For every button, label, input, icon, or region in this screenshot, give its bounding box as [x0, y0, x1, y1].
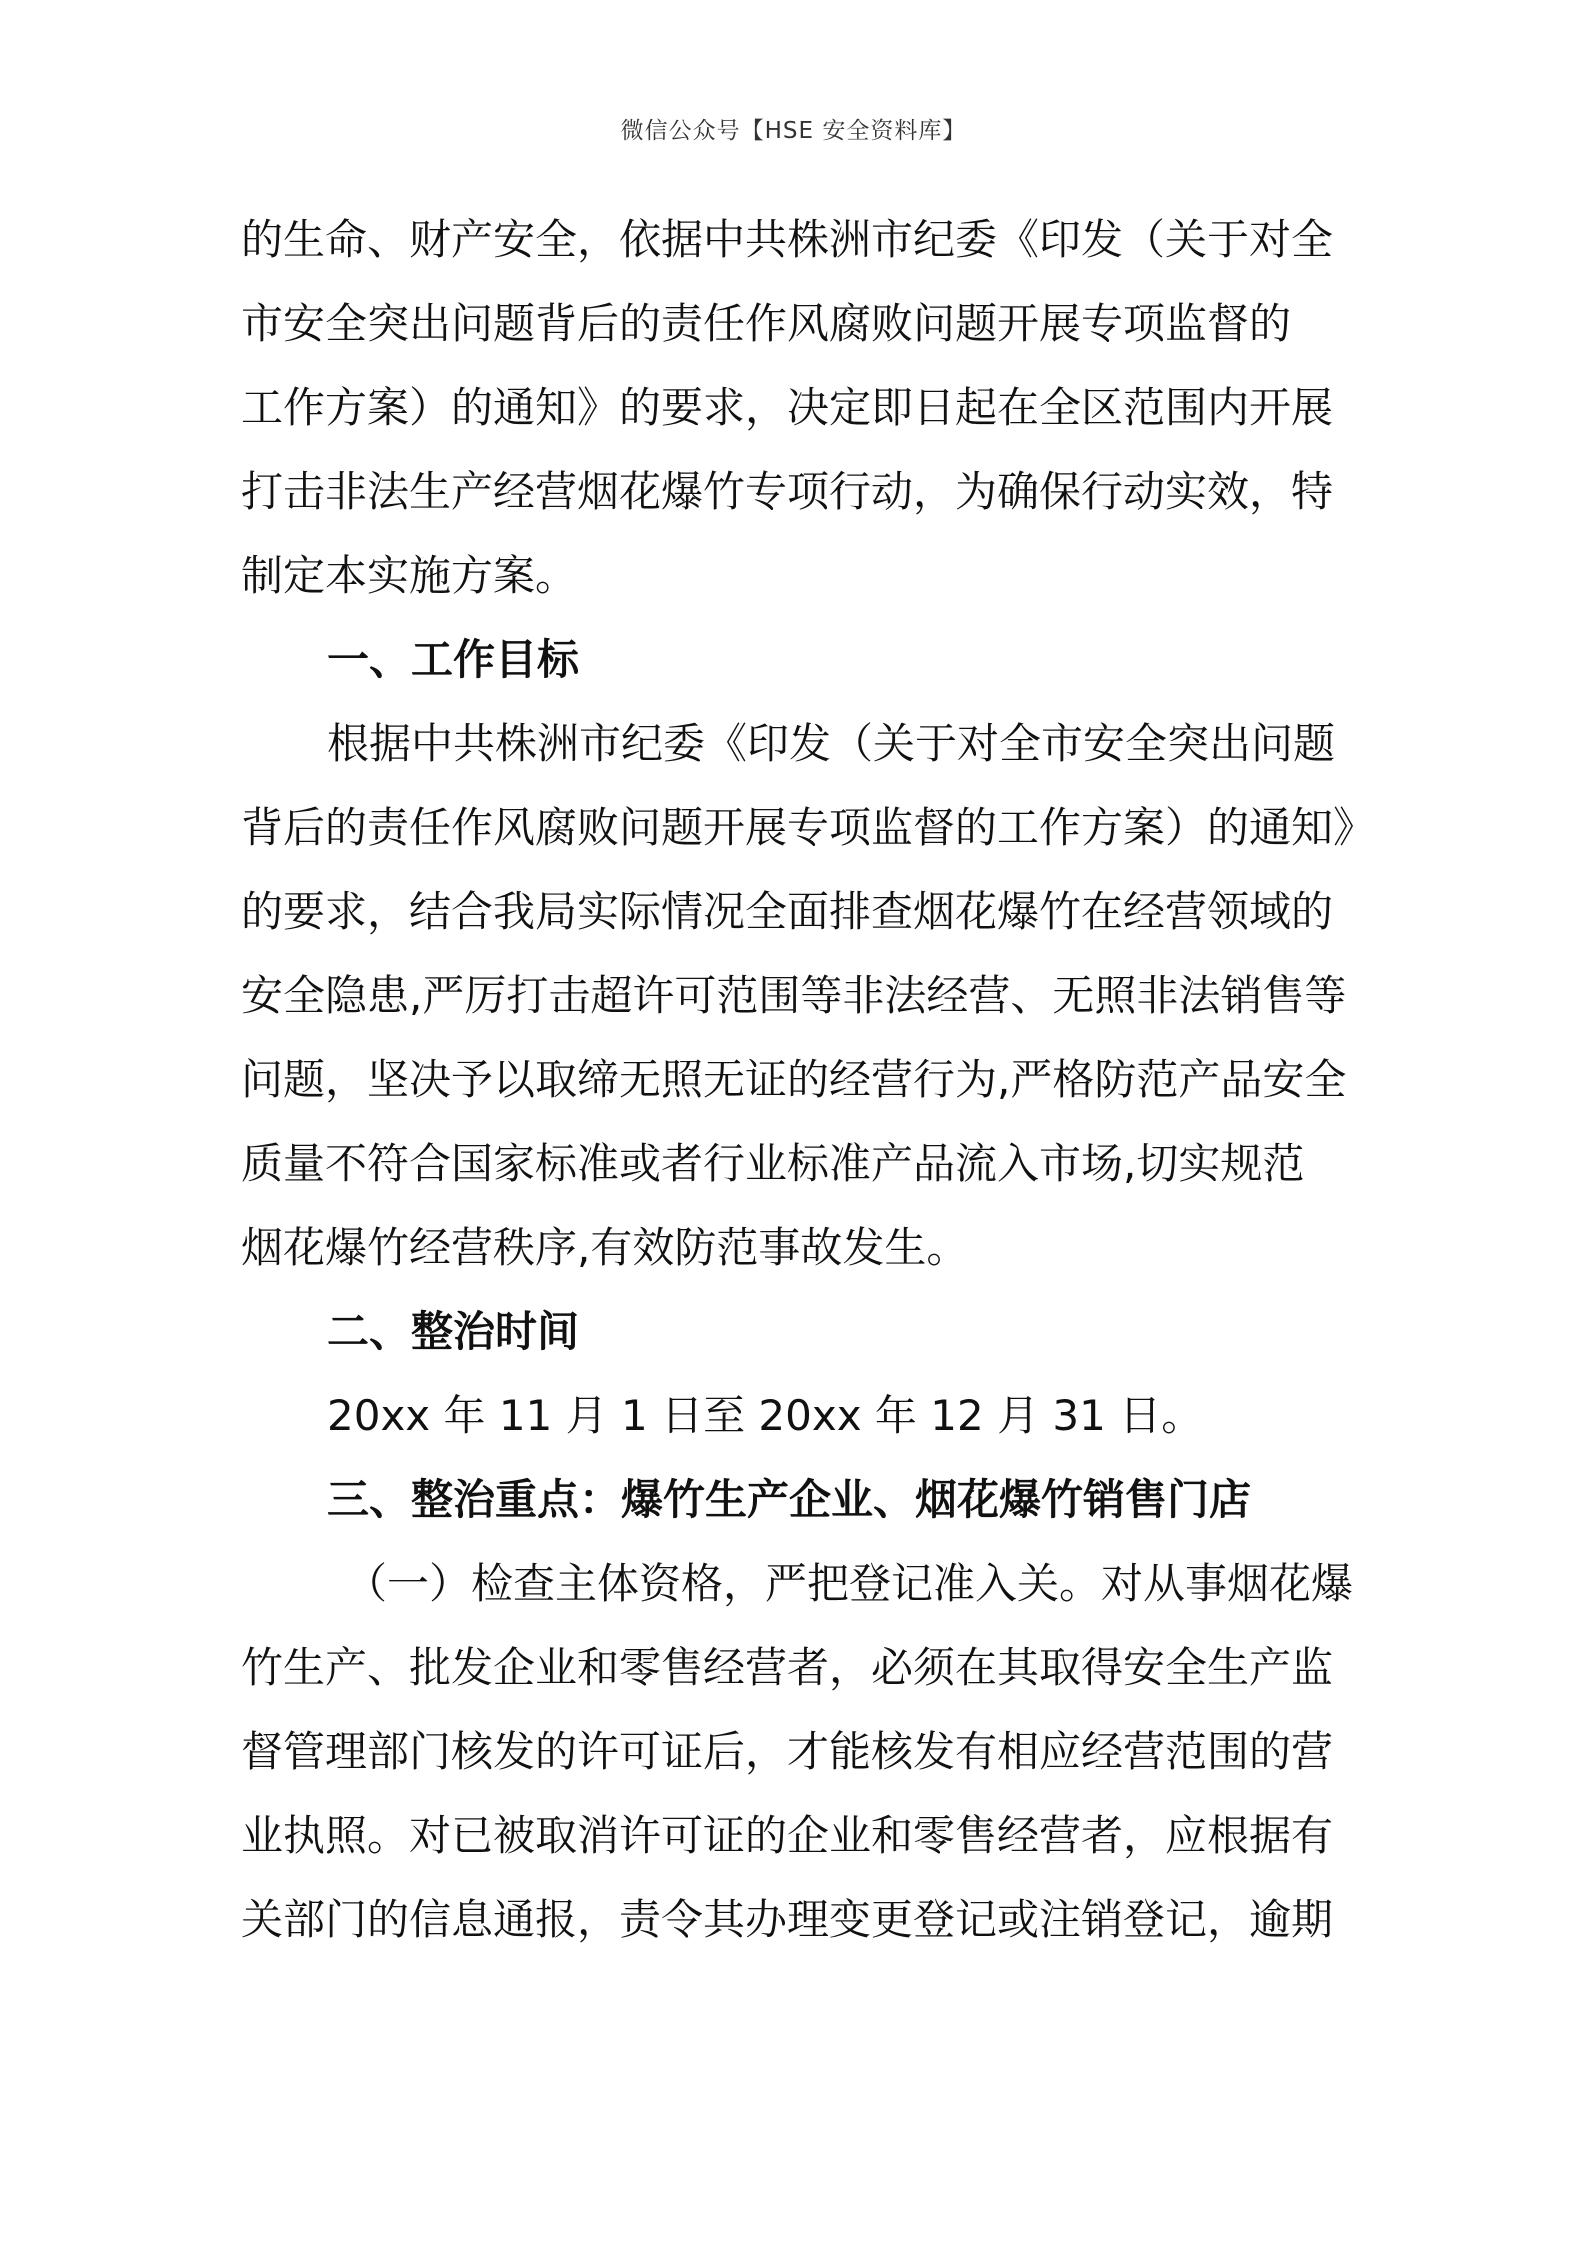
paragraph-line: 竹生产、批发企业和零售经营者，必须在其取得安全生产监	[241, 1643, 1334, 1692]
section-heading-time: 二、整治时间	[327, 1307, 580, 1356]
paragraph-line: 的要求，结合我局实际情况全面排查烟花爆竹在经营领域的	[241, 887, 1334, 936]
paragraph-line: （一）检查主体资格，严把登记准入关。对从事烟花爆	[345, 1559, 1354, 1608]
paragraph-line: 安全隐患,严厉打击超许可范围等非法经营、无照非法销售等	[241, 971, 1347, 1020]
paragraph-line-dates: 20xx 年 11 月 1 日至 20xx 年 12 月 31 日。	[327, 1391, 1204, 1440]
paragraph-line: 打击非法生产经营烟花爆竹专项行动，为确保行动实效，特	[241, 467, 1334, 516]
paragraph-line: 质量不符合国家标准或者行业标准产品流入市场,切实规范	[241, 1139, 1305, 1188]
paragraph-line: 烟花爆竹经营秩序,有效防范事故发生。	[241, 1223, 969, 1272]
paragraph-line: 市安全突出问题背后的责任作风腐败问题开展专项监督的	[241, 299, 1292, 348]
paragraph-line: 背后的责任作风腐败问题开展专项监督的工作方案）的通知》	[241, 803, 1376, 852]
paragraph-line: 的生命、财产安全，依据中共株洲市纪委《印发（关于对全	[241, 215, 1334, 264]
section-heading-focus: 三、整治重点：爆竹生产企业、烟花爆竹销售门店	[327, 1475, 1252, 1524]
paragraph-line: 工作方案）的通知》的要求，决定即日起在全区范围内开展	[241, 383, 1334, 432]
paragraph-line: 关部门的信息通报，责令其办理变更登记或注销登记，逾期	[241, 1895, 1334, 1944]
page-header: 微信公众号【HSE 安全资料库】	[620, 118, 967, 144]
paragraph-line: 业执照。对已被取消许可证的企业和零售经营者，应根据有	[241, 1811, 1334, 1860]
paragraph-line: 根据中共株洲市纪委《印发（关于对全市安全突出问题	[327, 719, 1336, 768]
document-body	[241, 198, 1381, 1962]
paragraph-line: 制定本实施方案。	[241, 551, 578, 600]
paragraph-line: 问题，坚决予以取缔无照无证的经营行为,严格防范产品安全	[241, 1055, 1347, 1104]
section-heading-goals: 一、工作目标	[327, 635, 580, 684]
paragraph-line: 督管理部门核发的许可证后，才能核发有相应经营范围的营	[241, 1727, 1334, 1776]
